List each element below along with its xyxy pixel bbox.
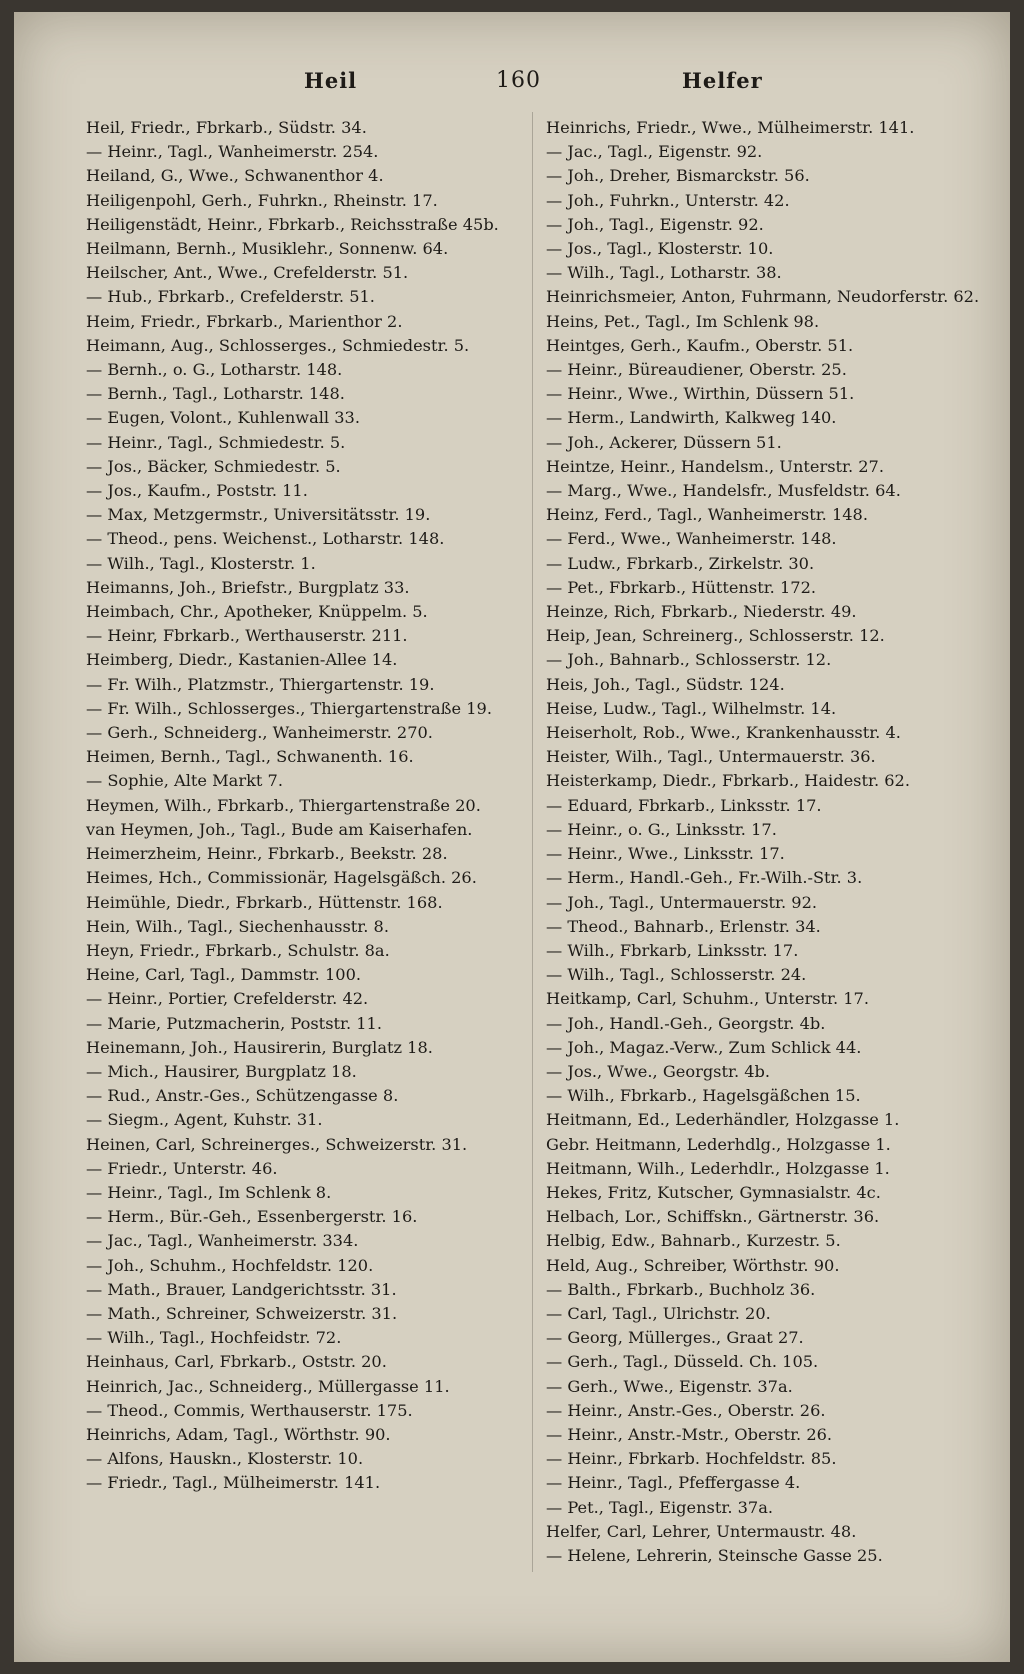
- directory-entry: Heimühle, Diedr., Fbrkarb., Hüttenstr. 168.: [86, 892, 443, 912]
- directory-entry: Heintze, Heinr., Handelsm., Unterstr. 27.: [546, 456, 884, 476]
- directory-entry: — Wilh., Tagl., Schlosserstr. 24.: [546, 965, 807, 985]
- directory-entry: Heitmann, Wilh., Lederhdlr., Holzgasse 1.: [546, 1158, 890, 1178]
- directory-entry: — Helene, Lehrerin, Steinsche Gasse 25.: [546, 1545, 883, 1565]
- directory-entry: — Mich., Hausirer, Burgplatz 18.: [86, 1061, 357, 1081]
- directory-entry: — Hub., Fbrkarb., Crefelderstr. 51.: [86, 287, 375, 307]
- directory-entry: Heinhaus, Carl, Fbrkarb., Oststr. 20.: [86, 1352, 387, 1372]
- directory-entry: — Heinr., Wwe., Linksstr. 17.: [546, 844, 785, 864]
- directory-entry: Heisterkamp, Diedr., Fbrkarb., Haidestr. 62.: [546, 771, 910, 791]
- directory-entry: Helbig, Edw., Bahnarb., Kurzestr. 5.: [546, 1231, 841, 1251]
- directory-entry: — Heinr., Anstr.-Mstr., Oberstr. 26.: [546, 1424, 833, 1444]
- header-right-catchword: Helfer: [682, 68, 763, 93]
- directory-entry: — Rud., Anstr.-Ges., Schützengasse 8.: [86, 1086, 399, 1106]
- directory-entry: — Heinr., Tagl., Im Schlenk 8.: [86, 1182, 332, 1202]
- directory-entry: — Friedr., Tagl., Mülheimerstr. 141.: [86, 1473, 381, 1493]
- directory-entry: — Siegm., Agent, Kuhstr. 31.: [86, 1110, 323, 1130]
- directory-entry: Heis, Joh., Tagl., Südstr. 124.: [546, 674, 785, 694]
- directory-entry: Heil, Friedr., Fbrkarb., Südstr. 34.: [86, 118, 367, 137]
- directory-entry: — Math., Brauer, Landgerichtsstr. 31.: [86, 1279, 397, 1299]
- directory-entry: — Heinr., Tagl., Pfeffergasse 4.: [546, 1473, 801, 1493]
- directory-entry: Helfer, Carl, Lehrer, Untermaustr. 48.: [546, 1521, 857, 1541]
- directory-entry: — Carl, Tagl., Ulrichstr. 20.: [546, 1303, 771, 1323]
- directory-entry: — Herm., Landwirth, Kalkweg 140.: [546, 408, 837, 428]
- directory-entry: Heiligenpohl, Gerh., Fuhrkn., Rheinstr. 17.: [86, 190, 438, 210]
- directory-entry: Helbach, Lor., Schiffskn., Gärtnerstr. 36.: [546, 1207, 880, 1227]
- directory-entry: Heimen, Bernh., Tagl., Schwanenth. 16.: [86, 747, 414, 767]
- directory-entry: — Gerh., Schneiderg., Wanheimerstr. 270.: [86, 723, 433, 743]
- directory-entry: — Ferd., Wwe., Wanheimerstr. 148.: [546, 529, 837, 549]
- directory-entry: — Heinr., Anstr.-Ges., Oberstr. 26.: [546, 1400, 826, 1420]
- directory-entry: — Theod., pens. Weichenst., Lotharstr. 148.: [86, 529, 445, 549]
- directory-entry: Gebr. Heitmann, Lederhdlg., Holzgasse 1.: [546, 1134, 891, 1154]
- directory-entry: — Heinr, Fbrkarb., Werthauserstr. 211.: [86, 626, 408, 646]
- header-left-catchword: Heil: [304, 68, 358, 93]
- directory-entry: van Heymen, Joh., Tagl., Bude am Kaiserhafen.: [86, 819, 473, 839]
- directory-entry: — Joh., Ackerer, Düssern 51.: [546, 432, 782, 452]
- directory-entry: — Wilh., Tagl., Hochfeidstr. 72.: [86, 1328, 342, 1348]
- directory-entry: — Math., Schreiner, Schweizerstr. 31.: [86, 1303, 398, 1323]
- directory-entry: — Wilh., Tagl., Lotharstr. 38.: [546, 263, 782, 283]
- directory-entry: Heinrichs, Adam, Tagl., Wörthstr. 90.: [86, 1424, 391, 1444]
- directory-entry: — Heinr., Portier, Crefelderstr. 42.: [86, 989, 369, 1009]
- directory-entry: — Joh., Magaz.-Verw., Zum Schlick 44.: [546, 1037, 862, 1057]
- directory-entry: Heimanns, Joh., Briefstr., Burgplatz 33.: [86, 577, 410, 597]
- directory-entry: Heimann, Aug., Schlosserges., Schmiedestr. 5.: [86, 335, 470, 355]
- directory-entry: Heitmann, Ed., Lederhändler, Holzgasse 1.: [546, 1110, 900, 1130]
- page-header: [14, 68, 1010, 108]
- directory-entry: Heinen, Carl, Schreinerges., Schweizerstr. 31.: [86, 1134, 468, 1154]
- directory-entry: — Gerh., Wwe., Eigenstr. 37a.: [546, 1376, 793, 1396]
- directory-entry: — Jos., Wwe., Georgstr. 4b.: [546, 1061, 771, 1081]
- directory-entry: Hein, Wilh., Tagl., Siechenhausstr. 8.: [86, 916, 389, 936]
- directory-entry: — Heinr., Wwe., Wirthin, Düssern 51.: [546, 384, 855, 404]
- directory-entry: — Heinr., Tagl., Schmiedestr. 5.: [86, 432, 346, 452]
- directory-entry: — Pet., Tagl., Eigenstr. 37a.: [546, 1497, 774, 1517]
- directory-entry: — Joh., Schuhm., Hochfeldstr. 120.: [86, 1255, 374, 1275]
- directory-entry: Heister, Wilh., Tagl., Untermauerstr. 36.: [546, 747, 876, 767]
- directory-entry: — Jos., Kaufm., Poststr. 11.: [86, 481, 308, 501]
- directory-entry: Held, Aug., Schreiber, Wörthstr. 90.: [546, 1255, 840, 1275]
- directory-entry: Heyn, Friedr., Fbrkarb., Schulstr. 8a.: [86, 940, 390, 960]
- directory-entry: Heins, Pet., Tagl., Im Schlenk 98.: [546, 311, 820, 331]
- directory-entry: — Pet., Fbrkarb., Hüttenstr. 172.: [546, 577, 817, 597]
- directory-entry: Heitkamp, Carl, Schuhm., Unterstr. 17.: [546, 989, 869, 1009]
- directory-entry: — Heinr., Tagl., Wanheimerstr. 254.: [86, 142, 379, 162]
- directory-entry: — Heinr., Fbrkarb. Hochfeldstr. 85.: [546, 1449, 837, 1469]
- right-column: [546, 116, 996, 1568]
- directory-entry: — Georg, Müllerges., Graat 27.: [546, 1328, 804, 1348]
- directory-page: [14, 12, 1010, 1662]
- directory-entry: — Joh., Fuhrkn., Unterstr. 42.: [546, 190, 790, 210]
- directory-entry: Heinze, Rich, Fbrkarb., Niederstr. 49.: [546, 602, 857, 622]
- directory-entry: — Jos., Bäcker, Schmiedestr. 5.: [86, 456, 341, 476]
- directory-entry: — Wilh., Tagl., Klosterstr. 1.: [86, 553, 316, 573]
- directory-entry: — Marg., Wwe., Handelsfr., Musfeldstr. 64.: [546, 481, 901, 501]
- directory-entry: — Fr. Wilh., Platzmstr., Thiergartenstr. 19.: [86, 674, 435, 694]
- directory-entry: Heilscher, Ant., Wwe., Crefelderstr. 51.: [86, 263, 409, 283]
- directory-entry: Heinrich, Jac., Schneiderg., Müllergasse 11.: [86, 1376, 450, 1396]
- directory-entry: Heinemann, Joh., Hausirerin, Burglatz 18.: [86, 1037, 433, 1057]
- directory-entry: — Eduard, Fbrkarb., Linksstr. 17.: [546, 795, 822, 815]
- directory-entry: — Herm., Handl.-Geh., Fr.-Wilh.-Str. 3.: [546, 868, 863, 888]
- directory-entry: — Friedr., Unterstr. 46.: [86, 1158, 278, 1178]
- directory-entry: — Bernh., o. G., Lotharstr. 148.: [86, 360, 343, 380]
- directory-entry: Heise, Ludw., Tagl., Wilhelmstr. 14.: [546, 698, 837, 718]
- directory-entry: Heim, Friedr., Fbrkarb., Marienthor 2.: [86, 311, 403, 331]
- directory-entry: — Heinr., Büreaudiener, Oberstr. 25.: [546, 360, 847, 380]
- directory-entry: Heinrichs, Friedr., Wwe., Mülheimerstr. 141.: [546, 118, 915, 137]
- directory-entry: — Jac., Tagl., Eigenstr. 92.: [546, 142, 763, 162]
- directory-entry: Heimbach, Chr., Apotheker, Knüppelm. 5.: [86, 602, 428, 622]
- directory-entry: Heip, Jean, Schreinerg., Schlosserstr. 12.: [546, 626, 885, 646]
- directory-entry: — Joh., Dreher, Bismarckstr. 56.: [546, 166, 810, 186]
- directory-entry: — Joh., Handl.-Geh., Georgstr. 4b.: [546, 1013, 826, 1033]
- directory-entry: — Eugen, Volont., Kuhlenwall 33.: [86, 408, 360, 428]
- directory-entry: — Sophie, Alte Markt 7.: [86, 771, 283, 791]
- directory-entry: — Max, Metzgermstr., Universitätsstr. 19.: [86, 505, 431, 525]
- directory-entry: — Ludw., Fbrkarb., Zirkelstr. 30.: [546, 553, 815, 573]
- directory-entry: — Joh., Tagl., Eigenstr. 92.: [546, 214, 764, 234]
- directory-entry: — Balth., Fbrkarb., Buchholz 36.: [546, 1279, 816, 1299]
- directory-entry: — Bernh., Tagl., Lotharstr. 148.: [86, 384, 345, 404]
- directory-entry: — Theod., Commis, Werthauserstr. 175.: [86, 1400, 413, 1420]
- directory-entry: Heiligenstädt, Heinr., Fbrkarb., Reichsstraße 45b.: [86, 214, 499, 234]
- directory-entry: — Gerh., Tagl., Düsseld. Ch. 105.: [546, 1352, 819, 1372]
- directory-entry: Heiland, G., Wwe., Schwanenthor 4.: [86, 166, 384, 186]
- directory-entry: Heiserholt, Rob., Wwe., Krankenhausstr. 4.: [546, 723, 901, 743]
- directory-entry: Heimes, Hch., Commissionär, Hagelsgäßch. 26.: [86, 868, 477, 888]
- directory-entry: Heimerzheim, Heinr., Fbrkarb., Beekstr. 28.: [86, 844, 448, 864]
- directory-entry: Heintges, Gerh., Kaufm., Oberstr. 51.: [546, 335, 854, 355]
- directory-entry: Heilmann, Bernh., Musiklehr., Sonnenw. 64.: [86, 239, 449, 259]
- directory-entry: Heymen, Wilh., Fbrkarb., Thiergartenstraße 20.: [86, 795, 481, 815]
- directory-entry: — Theod., Bahnarb., Erlenstr. 34.: [546, 916, 821, 936]
- directory-entry: — Wilh., Fbrkarb., Hagelsgäßchen 15.: [546, 1086, 861, 1106]
- directory-entry: — Alfons, Hauskn., Klosterstr. 10.: [86, 1449, 364, 1469]
- directory-entry: Hekes, Fritz, Kutscher, Gymnasialstr. 4c.: [546, 1182, 881, 1202]
- directory-entry: Heinrichsmeier, Anton, Fuhrmann, Neudorferstr. 62.: [546, 287, 980, 307]
- directory-entry: Heine, Carl, Tagl., Dammstr. 100.: [86, 965, 362, 985]
- directory-entry: — Marie, Putzmacherin, Poststr. 11.: [86, 1013, 382, 1033]
- directory-entry: — Heinr., o. G., Linksstr. 17.: [546, 819, 777, 839]
- directory-entry: — Herm., Bür.-Geh., Essenbergerstr. 16.: [86, 1207, 418, 1227]
- directory-entry: Heimberg, Diedr., Kastanien-Allee 14.: [86, 650, 398, 670]
- page-number: 160: [496, 68, 541, 93]
- left-column: [86, 116, 536, 1496]
- directory-entry: Heinz, Ferd., Tagl., Wanheimerstr. 148.: [546, 505, 869, 525]
- directory-entry: — Jos., Tagl., Klosterstr. 10.: [546, 239, 774, 259]
- directory-entry: — Joh., Bahnarb., Schlosserstr. 12.: [546, 650, 832, 670]
- directory-entry: — Fr. Wilh., Schlosserges., Thiergartenstraße 19.: [86, 698, 492, 718]
- directory-entry: — Joh., Tagl., Untermauerstr. 92.: [546, 892, 818, 912]
- directory-entry: — Jac., Tagl., Wanheimerstr. 334.: [86, 1231, 359, 1251]
- directory-entry: — Wilh., Fbrkarb, Linksstr. 17.: [546, 940, 799, 960]
